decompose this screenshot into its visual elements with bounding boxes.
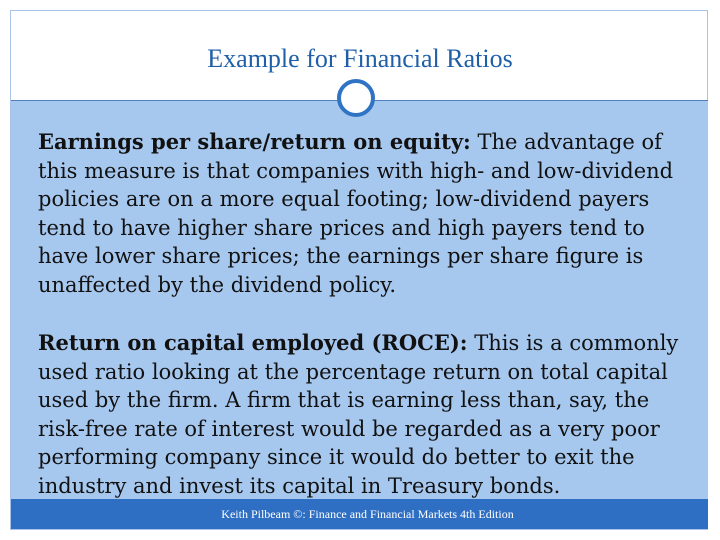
footer-citation: Keith Pilbeam ©: Finance and Financial Markets 4th Edition <box>221 507 514 521</box>
paragraph-roce-body: This is a commonly used ratio looking at the percentage return on total capital used by the firm. A firm that is earning less than, say, the risk-free rate of interest would be regarded as a very poor performing company since it would do better to exit the industry and invest its capital in Treasury bonds. <box>38 331 679 498</box>
paragraph-roce <box>38 329 698 500</box>
paragraph-eps-body: The advantage of this measure is that companies with high- and low-dividend policies are on a more equal footing; low-dividend payers tend to have higher share prices and high payers tend to have lower share prices; the earnings per share figure is unaffected by the dividend policy. <box>38 130 674 297</box>
circle-ornament-icon <box>337 79 375 117</box>
paragraph-eps <box>38 128 698 299</box>
slide-title: Example for Financial Ratios <box>207 44 513 73</box>
paragraph-roce-lead: Return on capital employed (ROCE): <box>38 330 468 355</box>
paragraph-eps-lead: Earnings per share/return on equity: <box>38 129 471 154</box>
